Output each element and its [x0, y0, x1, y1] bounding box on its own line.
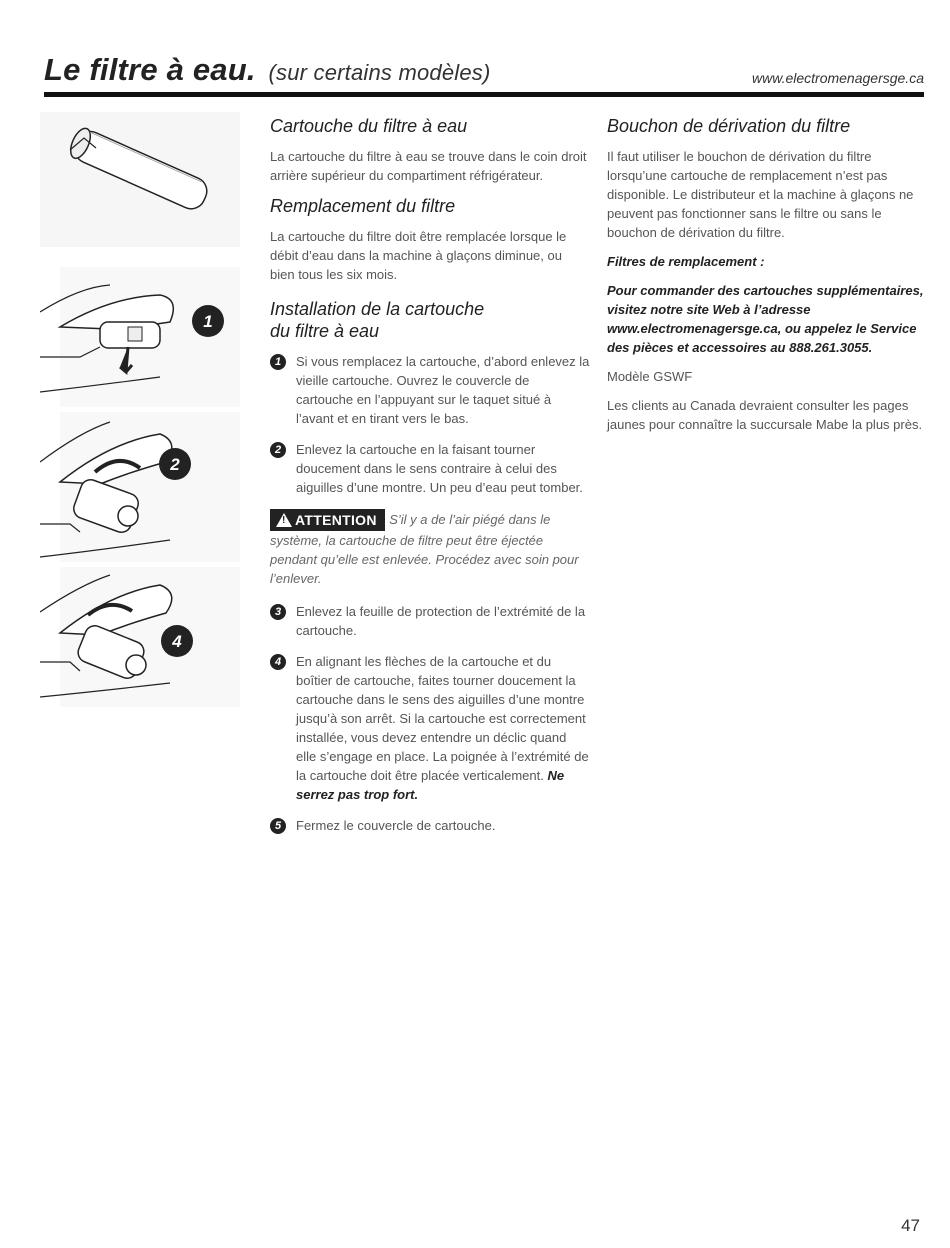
header-url: www.electromenagersge.ca [752, 70, 924, 86]
warning-icon [276, 513, 292, 527]
page-number: 47 [901, 1216, 920, 1235]
step-2-text: Enlevez la cartouche en la faisant tourner doucement dans le sens contraire à celui des aiguilles d’une montre. Un peu d’eau peut tomber. [296, 442, 583, 495]
step-1-illustration [40, 267, 240, 417]
clients-text: Les clients au Canada devraient consulter les pages jaunes pour connaître la succursale Mabe la plus près. [607, 398, 923, 432]
page-header [44, 52, 924, 96]
right-column [607, 115, 927, 444]
installation-heading-line-2: du filtre à eau [270, 321, 380, 341]
header-rule [44, 92, 924, 97]
step-1-text: Si vous remplacez la cartouche, d’abord enlevez la vieille cartouche. Ouvrez le couvercle de cartouche en l’appuyant sur le taquet situé à l’avant et en tirant vers le bas. [296, 354, 590, 426]
illustration-label-1: 1 [203, 312, 213, 331]
step-5-text: Fermez le couvercle de cartouche. [296, 818, 496, 833]
attention-label: ATTENTION [295, 512, 377, 528]
modele-text: Modèle GSWF [607, 369, 693, 384]
step-4 [270, 652, 590, 804]
bouchon-text: Il faut utiliser le bouchon de dérivation du filtre lorsqu’une cartouche de remplacement n’est pas disponible. Le distributeur et la machine à glaçons ne peuvent pas fonctionner sans le filtre ou sans le bouchon de dérivation du filtre. [607, 149, 914, 240]
cartouche-text: La cartouche du filtre à eau se trouve dans le coin droit arrière supérieur du compartiment réfrigérateur. [270, 149, 587, 183]
step-5 [270, 816, 590, 835]
attention-badge [270, 509, 385, 531]
step-4-illustration [40, 567, 240, 717]
remplacement-heading: Remplacement du filtre [270, 196, 456, 216]
step-3-text: Enlevez la feuille de protection de l’extrémité de la cartouche. [296, 604, 586, 638]
step-1 [270, 352, 590, 428]
cartouche-heading: Cartouche du filtre à eau [270, 116, 468, 136]
step-3 [270, 602, 590, 640]
illustration-label-4: 4 [172, 632, 182, 651]
step-1-number: 1 [270, 354, 286, 370]
installation-heading-line-1: Installation de la cartouche [270, 299, 485, 319]
step-2-illustration [40, 412, 240, 567]
page-title-main: Le filtre à eau. [44, 52, 256, 87]
filtres-label: Filtres de remplacement : [607, 254, 765, 269]
page-title [44, 52, 491, 88]
step-5-number: 5 [270, 818, 286, 834]
step-2-number: 2 [270, 442, 286, 458]
filter-cartridge-illustration [40, 112, 240, 247]
middle-column [270, 115, 590, 847]
page-title-subtitle: (sur certains modèles) [268, 60, 491, 85]
step-3-number: 3 [270, 604, 286, 620]
attention-block [270, 509, 590, 588]
step-4-number: 4 [270, 654, 286, 670]
installation-heading [270, 298, 590, 342]
step-4-text [296, 654, 589, 802]
step-2 [270, 440, 590, 497]
attention-text: S’il y a de l’air piégé dans le système, la cartouche de filtre peut être éjectée pendant qu’elle est enlevée. Procédez avec soin pour l’enlever. [270, 512, 579, 586]
step-4-emphasis: Ne serrez pas trop fort. [296, 768, 565, 802]
remplacement-text: La cartouche du filtre doit être remplacée lorsque le débit d’eau dans la machine à glaçons diminue, ou bien tous les six mois. [270, 229, 567, 282]
illustration-label-2: 2 [170, 455, 180, 474]
bouchon-heading: Bouchon de dérivation du filtre [607, 116, 851, 136]
step-4-body: En alignant les flèches de la cartouche et du boîtier de cartouche, faites tourner doucement la cartouche dans le sens des aiguilles d’une montre jusqu’à son arrêt. Si la cartouche est correctement installée, vous devez entendre un déclic quand elle s’engage en place. La poignée à l’extrémité de la cartouche doit être placée verticalement. [296, 654, 589, 783]
commander-text: Pour commander des cartouches supplémentaires, visitez notre site Web à l’adresse www.electromenagersge.ca, ou appelez le Service des pièces et accessoires au 888.261.3055. [607, 283, 924, 355]
